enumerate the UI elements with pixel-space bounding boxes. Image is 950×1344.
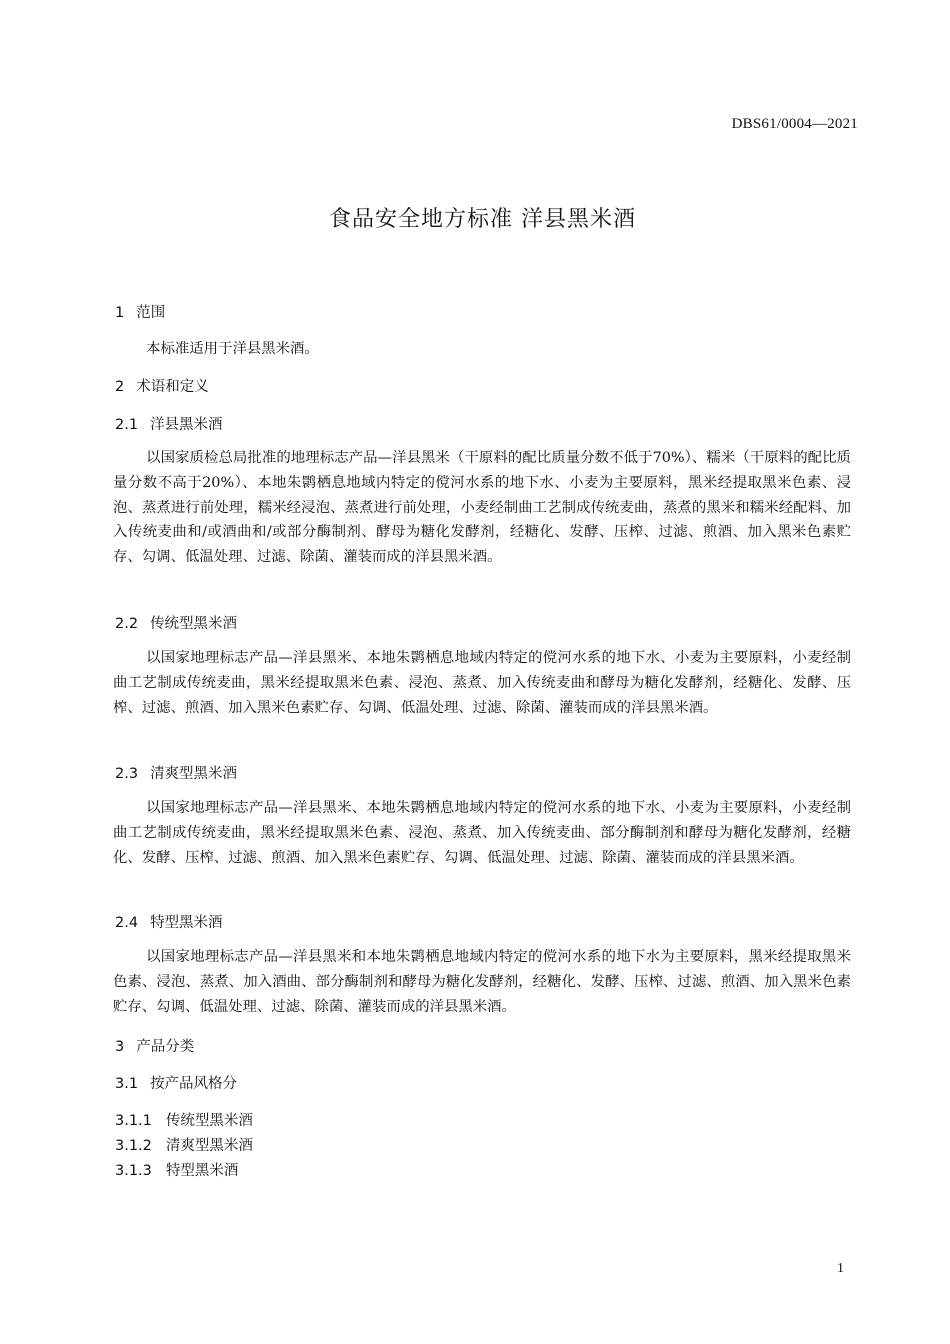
page-number: 1 <box>837 1261 844 1276</box>
section-2-2-heading <box>115 612 237 633</box>
list-item <box>115 1159 238 1180</box>
item-label: 传统型黑米酒 <box>165 1113 253 1129</box>
item-label: 特型黑米酒 <box>165 1163 239 1179</box>
section-title: 范围 <box>136 305 166 321</box>
section-number: 2 <box>115 379 125 395</box>
section-title: 清爽型黑米酒 <box>150 766 238 782</box>
section-title: 术语和定义 <box>136 379 209 395</box>
section-2-heading <box>115 375 209 396</box>
section-number: 2.1 <box>115 417 139 433</box>
section-2-4-text: 以国家地理标志产品—洋县黑米和本地朱鹮栖息地域内特定的傥河水系的地下水为主要原料，黑米经提取黑米色素、浸泡、蒸煮、加入酒曲、部分酶制剂和酵母为糖化发酵剂，经糖化、发酵、压榨、过滤、煎酒、加入黑米色素贮存、勾调、低温处理、过滤、除菌、灌装而成的洋县黑米酒。 <box>113 949 851 1015</box>
section-title: 传统型黑米酒 <box>150 616 238 632</box>
section-number: 1 <box>115 305 125 321</box>
document-code: DBS61/0004—2021 <box>731 116 858 132</box>
section-title: 洋县黑米酒 <box>150 417 223 433</box>
item-number: 3.1.1 <box>115 1113 152 1129</box>
section-title: 产品分类 <box>136 1039 195 1055</box>
item-number: 3.1.3 <box>115 1163 152 1179</box>
section-number: 2.3 <box>115 766 139 782</box>
section-2-1-heading <box>115 413 223 434</box>
item-label: 清爽型黑米酒 <box>165 1138 253 1154</box>
section-title: 按产品风格分 <box>150 1076 238 1092</box>
list-item <box>115 1109 253 1130</box>
list-item <box>115 1134 253 1155</box>
section-2-3-text: 以国家地理标志产品—洋县黑米、本地朱鹮栖息地域内特定的傥河水系的地下水、小麦为主要原料，小麦经制曲工艺制成传统麦曲，黑米经提取黑米色素、浸泡、蒸煮、加入传统麦曲、部分酶制剂和酵母为糖化发酵剂，经糖化、发酵、压榨、过滤、煎酒、加入黑米色素贮存、勾调、低温处理、过滤、除菌、灌装而成的洋县黑米酒。 <box>113 800 851 866</box>
section-number: 3.1 <box>115 1076 139 1092</box>
section-2-4-heading <box>115 911 223 932</box>
section-number: 3 <box>115 1039 125 1055</box>
section-3-heading <box>115 1035 194 1056</box>
section-2-3-heading <box>115 762 237 783</box>
section-number: 2.2 <box>115 616 139 632</box>
section-3-1-heading <box>115 1072 237 1093</box>
item-number: 3.1.2 <box>115 1138 152 1154</box>
section-1-text: 本标准适用于洋县黑米酒。 <box>146 341 319 357</box>
section-number: 2.4 <box>115 915 139 931</box>
document-title: 食品安全地方标准 洋县黑米酒 <box>329 207 636 232</box>
section-2-2-text: 以国家地理标志产品—洋县黑米、本地朱鹮栖息地域内特定的傥河水系的地下水、小麦为主要原料，小麦经制曲工艺制成传统麦曲，黑米经提取黑米色素、浸泡、蒸煮、加入传统麦曲和酵母为糖化发酵剂，经糖化、发酵、压榨、过滤、煎酒、加入黑米色素贮存、勾调、低温处理、过滤、除菌、灌装而成的洋县黑米酒。 <box>113 650 851 716</box>
section-2-1-text: 以国家质检总局批准的地理标志产品—洋县黑米（干原料的配比质量分数不低于70%）、糯米（干原料的配比质量分数不高于20%）、本地朱鹮栖息地域内特定的傥河水系的地下水、小麦为主要原料，黑米经提取黑米色素、浸泡、蒸煮进行前处理，糯米经浸泡、蒸煮进行前处理，小麦经制曲工艺制成传统麦曲，蒸煮的黑米和糯米经配料、加入传统麦曲和/或酒曲和/或部分酶制剂、酵母为糖化发酵剂，经糖化、发酵、压榨、过滤、煎酒、加入黑米色素贮存、勾调、低温处理、过滤、除菌、灌装而成的洋县黑米酒。 <box>113 450 851 566</box>
section-1-heading <box>115 301 165 322</box>
section-title: 特型黑米酒 <box>150 915 223 931</box>
